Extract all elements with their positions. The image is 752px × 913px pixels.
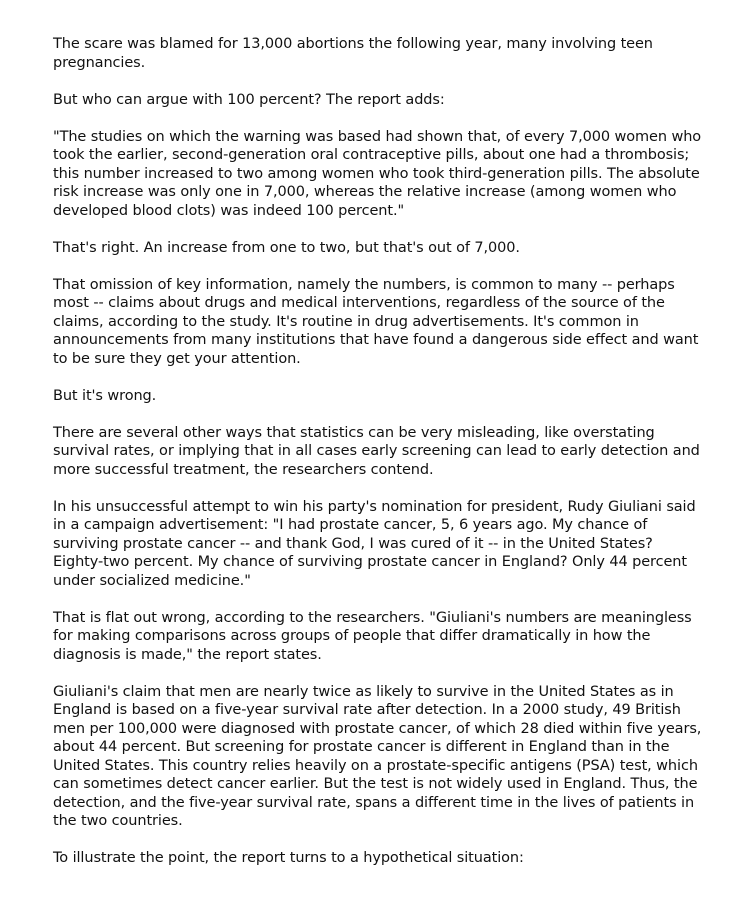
paragraph-100-percent: But who can argue with 100 percent? The report adds: <box>53 91 445 108</box>
paragraph-hypothetical: To illustrate the point, the report turns to a hypothetical situation: <box>53 850 524 866</box>
paragraph-misleading-statistics: There are several other ways that statistics can be very misleading, like overstating survival rates, or implying that in all cases early screening can lead to early detection and more successful treatment, the researchers contend. <box>53 424 700 478</box>
paragraph-flat-out-wrong: That is flat out wrong, according to the researchers. "Giuliani's numbers are meaningless for making comparisons across groups of people that differ dramatically in how the diagnosis is made," the report states. <box>53 609 692 663</box>
paragraph-quote-studies: "The studies on which the warning was based had shown that, of every 7,000 women who took the earlier, second-generation oral contraceptive pills, about one had a thrombosis; this number increased to two among women who took third-generation pills. The absolute risk increase was only one in 7,000, whereas the relative increase (among women who developed blood clots) was indeed 100 percent." <box>53 128 702 219</box>
article-body <box>53 35 703 886</box>
paragraph-abortions: The scare was blamed for 13,000 abortions the following year, many involving teen pregnancies. <box>53 36 653 71</box>
paragraph-thats-right: That's right. An increase from one to two, but that's out of 7,000. <box>53 239 520 256</box>
paragraph-wrong: But it's wrong. <box>53 387 157 404</box>
paragraph-survival-rate: Giuliani's claim that men are nearly twice as likely to survive in the United States as in England is based on a five-year survival rate after detection. In a 2000 study, 49 British men per 100,000 were diagnosed with prostate cancer, of which 28 died within five years, about 44 percent. But screening for prostate cancer is different in England than in the United States. This country relies heavily on a prostate-specific antigens (PSA) test, which can sometimes detect cancer earlier. But the test is not widely used in England. Thus, the detection, and the five-year survival rate, spans a different time in the lives of patients in the two countries. <box>53 683 702 829</box>
paragraph-giuliani-ad: In his unsuccessful attempt to win his party's nomination for president, Rudy Giuliani said in a campaign advertisement: "I had prostate cancer, 5, 6 years ago. My chance of surviving prostate cancer -- and thank God, I was cured of it -- in the United States? Eighty-two percent. My chance of surviving prostate cancer in England? Only 44 percent under socialized medicine." <box>53 498 696 589</box>
paragraph-omission: That omission of key information, namely the numbers, is common to many -- perhaps most -- claims about drugs and medical interventions, regardless of the source of the claims, according to the study. It's routine in drug advertisements. It's common in announcements from many institutions that have found a dangerous side effect and want to be sure they get your attention. <box>53 276 699 367</box>
